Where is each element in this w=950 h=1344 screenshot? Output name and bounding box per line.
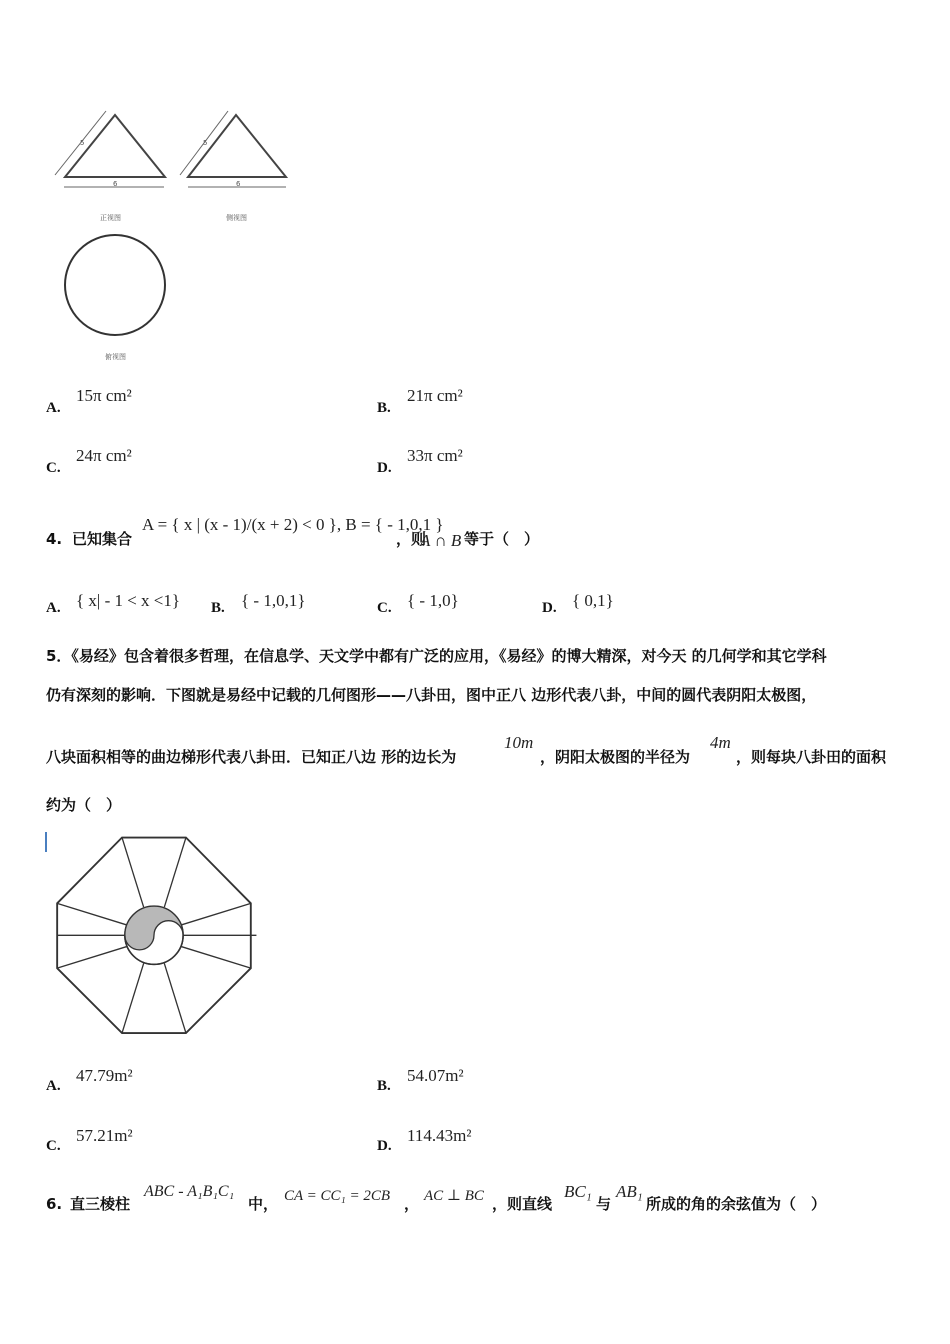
stem-part: ，则每块八卦田的面积: [736, 748, 887, 766]
front-side-length: 5: [80, 139, 85, 147]
q5-option-b[interactable]: [377, 1066, 677, 1096]
three-view-figure: [50, 105, 310, 370]
stem-prefix: 直三棱柱: [70, 1195, 131, 1213]
option-value: 15π cm²: [76, 386, 132, 405]
q4-option-c[interactable]: [377, 588, 537, 618]
question-number: 6.: [46, 1195, 63, 1213]
option-letter: C.: [46, 460, 61, 476]
side-side-length: 5: [203, 139, 208, 147]
stem-mid: 与: [596, 1195, 612, 1213]
option-letter: A.: [46, 1078, 61, 1094]
octagon-side: 10m: [504, 733, 534, 752]
front-base-length: 6: [113, 180, 118, 188]
option-letter: A.: [46, 400, 61, 416]
line-bc1: BC₁: [564, 1182, 592, 1201]
stem-suffix: 等于（ ）: [464, 530, 540, 548]
q3-option-c[interactable]: [46, 446, 346, 476]
option-letter: D.: [377, 460, 392, 476]
stem-mid: ，则: [396, 530, 427, 548]
option-letter: D.: [542, 600, 557, 616]
taiji-circle: [125, 906, 183, 964]
option-letter: B.: [211, 600, 225, 616]
stem-mid: 中，: [248, 1195, 279, 1213]
prism-name: ABC - A₁B₁C₁: [144, 1183, 235, 1200]
stem-prefix: 已知集合: [72, 530, 133, 548]
condition-2: AC ⊥ BC: [424, 1188, 484, 1204]
option-value: 54.07m²: [407, 1066, 464, 1085]
option-letter: D.: [377, 1138, 392, 1154]
option-value: { - 1,0}: [407, 591, 459, 610]
side-view-label: 侧视图: [226, 214, 247, 222]
question-number: 4.: [46, 530, 63, 548]
intersection: A ∩ B: [420, 531, 462, 550]
bagua-field-figure: [44, 830, 269, 1045]
question-4-stem: [46, 505, 906, 555]
option-value: { x| - 1 < x <1}: [76, 591, 181, 610]
stem-mid: ，: [404, 1195, 420, 1213]
option-letter: B.: [377, 400, 391, 416]
option-letter: B.: [377, 1078, 391, 1094]
top-view: [65, 235, 165, 361]
line-ab1: AB₁: [616, 1182, 643, 1201]
stem-part: 八块面积相等的曲边梯形代表八卦田．已知正八边 形的边长为: [46, 748, 457, 766]
option-value: { 0,1}: [572, 591, 614, 610]
option-letter: A.: [46, 600, 61, 616]
q3-option-b[interactable]: [377, 386, 677, 416]
option-value: 21π cm²: [407, 386, 463, 405]
set-definition: A = { x | (x - 1)/(x + 2) < 0 }, B = { - 1,0,1 }: [142, 515, 444, 534]
top-view-label: 俯视图: [105, 353, 126, 361]
front-view: [55, 111, 165, 222]
q3-option-a[interactable]: [46, 386, 346, 416]
option-letter: C.: [46, 1138, 61, 1154]
option-value: 57.21m²: [76, 1126, 133, 1145]
question-6-stem: [46, 1180, 916, 1220]
side-view: [180, 111, 286, 222]
q3-option-d[interactable]: [377, 446, 677, 476]
side-base-length: 6: [236, 180, 241, 188]
option-value: 114.43m²: [407, 1126, 472, 1145]
option-value: 24π cm²: [76, 446, 132, 465]
q4-option-d[interactable]: [542, 588, 702, 618]
q5-option-a[interactable]: [46, 1066, 346, 1096]
option-value: { - 1,0,1}: [241, 591, 306, 610]
front-view-label: 正视图: [100, 214, 121, 222]
option-letter: C.: [377, 600, 392, 616]
q4-option-a[interactable]: [46, 588, 206, 618]
q4-option-b[interactable]: [211, 588, 371, 618]
question-5-line-3: [46, 733, 916, 773]
question-5-line-2: 仍有深刻的影响．下图就是易经中记载的几何图形——八卦田，图中正八 边形代表八卦，中间的圆代表阴阳太极图，: [46, 686, 817, 704]
question-5-line-4: 约为（ ）: [46, 796, 122, 814]
stem-mid: ，则直线: [492, 1195, 553, 1213]
q5-option-c[interactable]: [46, 1126, 346, 1156]
stem-part: ，阴阳太极图的半径为: [540, 748, 691, 766]
condition-1: CA = CC₁ = 2CB: [284, 1188, 391, 1204]
stem-suffix: 所成的角的余弦值为（ ）: [646, 1195, 827, 1213]
option-value: 47.79m²: [76, 1066, 133, 1085]
taiji-radius: 4m: [710, 733, 731, 752]
option-value: 33π cm²: [407, 446, 463, 465]
question-5-line-1: 5．《易经》包含着很多哲理，在信息学、天文学中都有广泛的应用，《易经》的博大精深，对今天 的几何学和其它学科: [46, 647, 827, 665]
q5-option-d[interactable]: [377, 1126, 677, 1156]
